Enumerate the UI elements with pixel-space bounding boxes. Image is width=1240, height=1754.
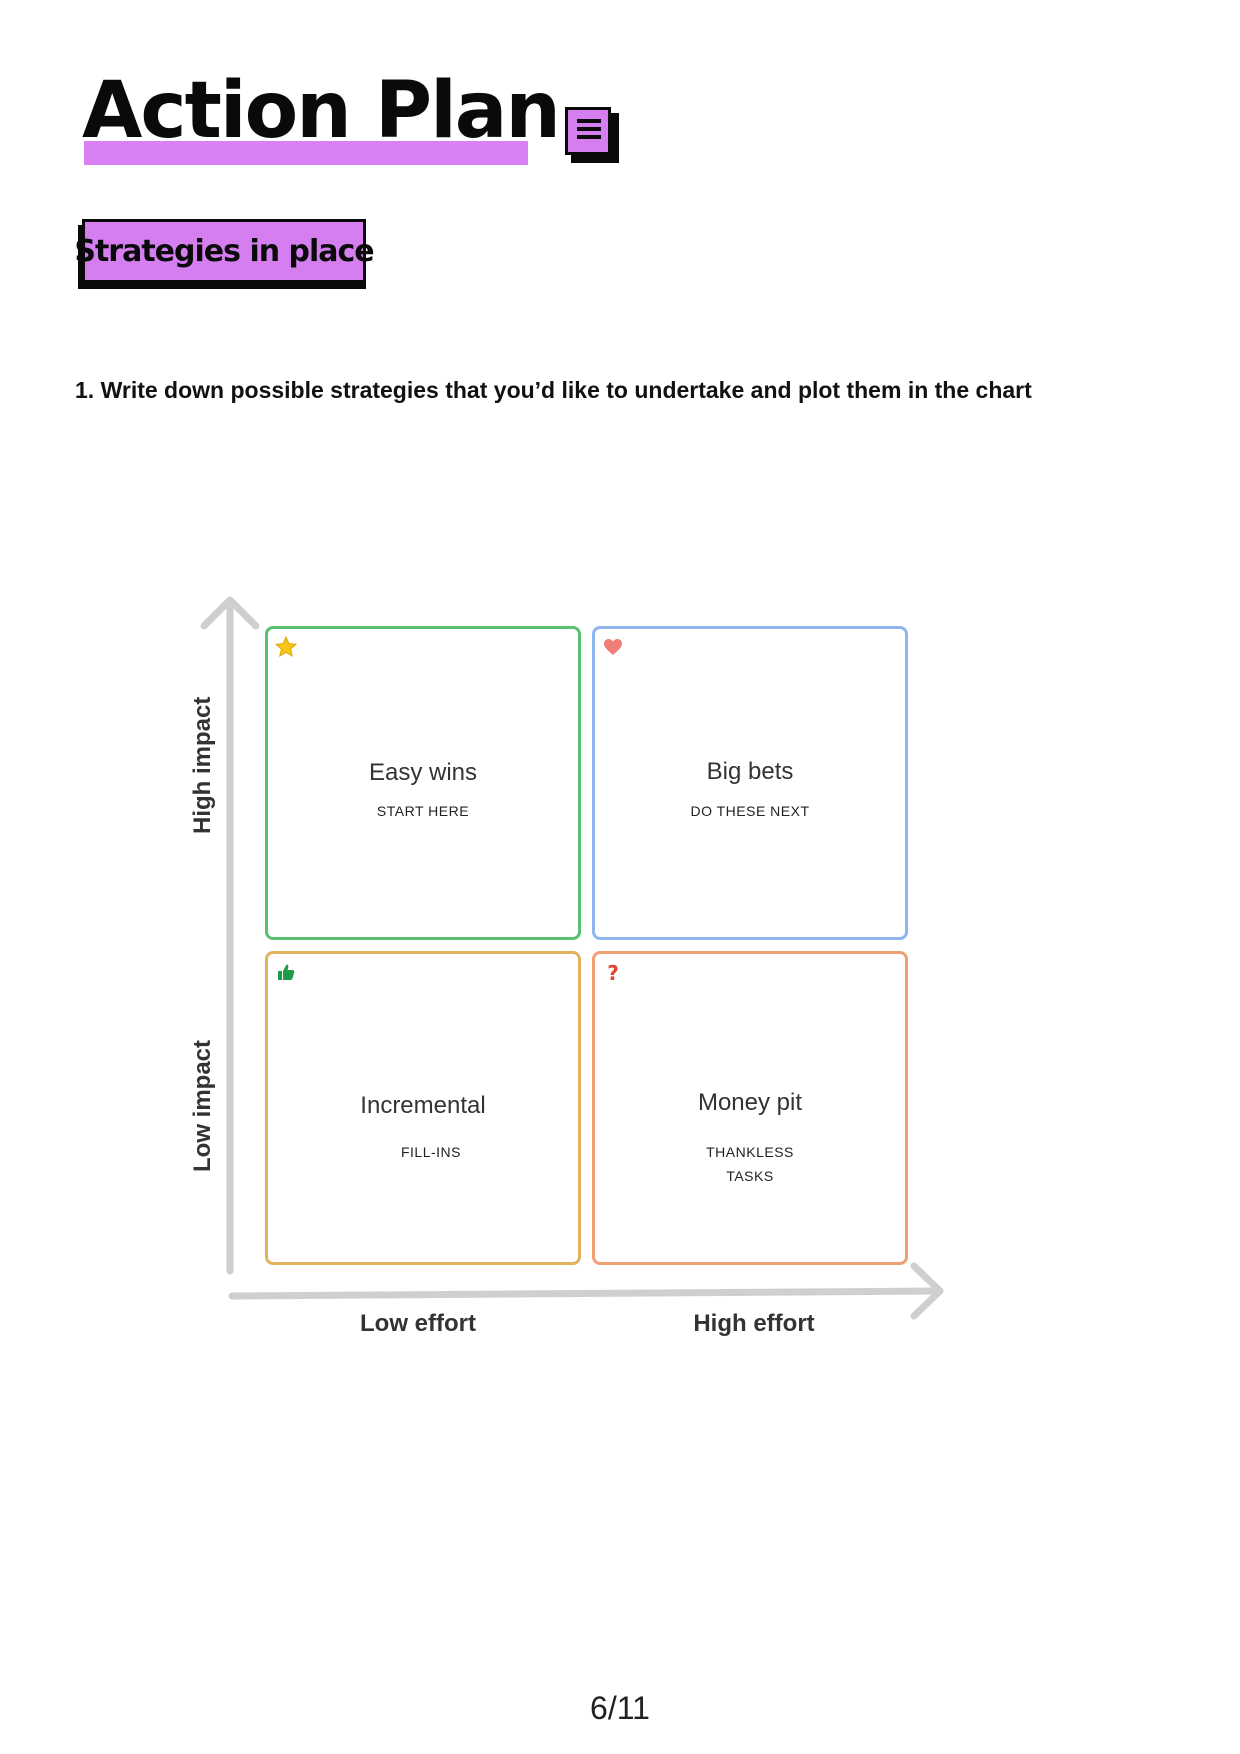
y-axis-label-high: High impact: [189, 696, 216, 834]
heart-icon: [601, 635, 625, 659]
quadrant-title: Incremental: [360, 1092, 486, 1119]
page-number: 6/11: [590, 1690, 650, 1726]
quadrant-subtitle: DO THESE NEXT: [690, 803, 810, 819]
thumbs-up-icon: [274, 960, 298, 984]
x-axis-label-low: Low effort: [360, 1310, 476, 1337]
page-title: Action Plan: [82, 66, 559, 156]
quadrant-money-pit: [592, 951, 908, 1265]
quadrant-incremental: [265, 951, 581, 1265]
instruction-text: 1. Write down possible strategies that you’d like to undertake and plot them in the chart: [75, 377, 1032, 403]
x-axis-label-high: High effort: [693, 1310, 815, 1337]
quadrant-title: Big bets: [706, 758, 794, 785]
question-mark-icon: [601, 960, 625, 984]
star-icon: [274, 635, 298, 659]
quadrant-subtitle: START HERE: [376, 803, 470, 819]
svg-text:?: ?: [607, 961, 619, 984]
quadrant-subtitle: FILL-INS: [400, 1144, 461, 1160]
y-axis-label-low: Low impact: [189, 1039, 216, 1172]
x-axis-line: [232, 1291, 936, 1296]
quadrant-easy-wins: [265, 626, 581, 940]
quadrant-big-bets: [592, 626, 908, 940]
quadrant-title: Easy wins: [368, 759, 478, 786]
quadrant-title: Money pit: [697, 1089, 803, 1116]
quadrant-subtitle: THANKLESS: [706, 1144, 794, 1160]
section-tag-label: Strategies in place: [74, 233, 374, 269]
quadrant-subtitle-line2: TASKS: [726, 1168, 774, 1184]
